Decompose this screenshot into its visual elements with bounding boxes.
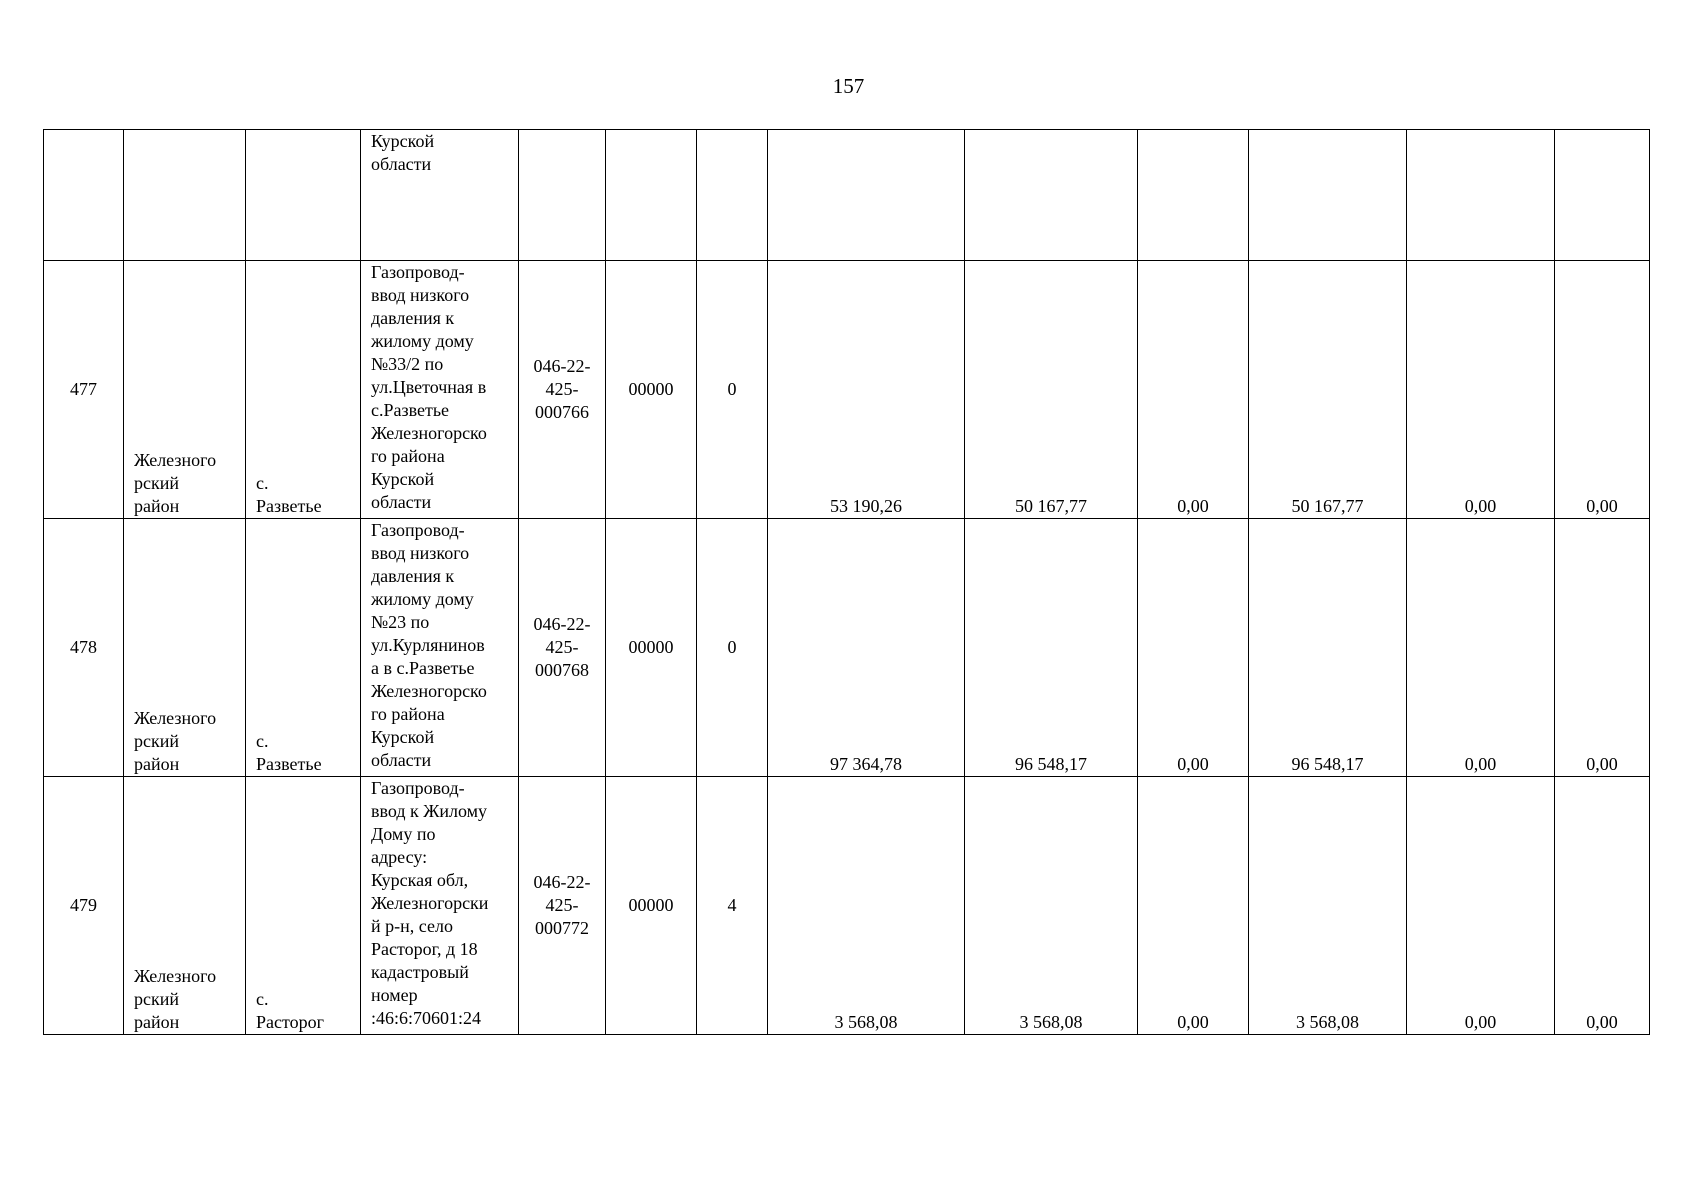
cell-value-1: 97 364,78 [768, 519, 965, 777]
table-row [44, 519, 1650, 777]
cell-value-3: 0,00 [1138, 777, 1249, 1035]
cell-num [44, 130, 124, 261]
cell-value-4: 96 548,17 [1249, 519, 1407, 777]
cell-code: 00000 [606, 261, 697, 519]
cell-qty: 0 [697, 519, 768, 777]
cell-value-6: 0,00 [1555, 519, 1650, 777]
cell-value-3: 0,00 [1138, 261, 1249, 519]
cell-value-4: 3 568,08 [1249, 777, 1407, 1035]
cell-value-5: 0,00 [1407, 519, 1555, 777]
cell-locality: с. Расторог [246, 777, 361, 1035]
cell-value-2: 50 167,77 [965, 261, 1138, 519]
cell-district: Железного рский район [124, 261, 246, 519]
cell-value-4: 50 167,77 [1249, 261, 1407, 519]
cell-object-name: Газопровод- ввод к Жилому Дому по адресу: Курская обл, Железногорски й р-н, село Расторог, д 18 кадастровый номер :46:6:70601:24 [361, 777, 519, 1035]
cell-district: Железного рский район [124, 777, 246, 1035]
cell-value-3: 0,00 [1138, 519, 1249, 777]
cell-num: 478 [44, 519, 124, 777]
cell-district [124, 130, 246, 261]
cell-value-5: 0,00 [1407, 777, 1555, 1035]
cell-value-5 [1407, 130, 1555, 261]
cell-value-6 [1555, 130, 1650, 261]
cell-num: 477 [44, 261, 124, 519]
cell-value-1 [768, 130, 965, 261]
cell-qty [697, 130, 768, 261]
table-row [44, 777, 1650, 1035]
cell-code [606, 130, 697, 261]
cell-locality: с. Разветье [246, 261, 361, 519]
cell-object-name: Газопровод- ввод низкого давления к жилому дому №23 по ул.Курлянинов а в с.Разветье Железногорско го района Курской области [361, 519, 519, 777]
page-number: 157 [832, 74, 865, 98]
cell-inventory-number: 046-22- 425- 000768 [519, 519, 606, 777]
cell-inventory-number [519, 130, 606, 261]
cell-value-3 [1138, 130, 1249, 261]
cell-qty: 0 [697, 261, 768, 519]
cell-locality [246, 130, 361, 261]
cell-value-2: 3 568,08 [965, 777, 1138, 1035]
cell-object-name: Курской области [361, 130, 519, 261]
cell-code: 00000 [606, 777, 697, 1035]
table-row-continuation [44, 130, 1650, 261]
cell-value-1: 53 190,26 [768, 261, 965, 519]
cell-qty: 4 [697, 777, 768, 1035]
cell-value-1: 3 568,08 [768, 777, 965, 1035]
cell-num: 479 [44, 777, 124, 1035]
cell-district: Железного рский район [124, 519, 246, 777]
cell-inventory-number: 046-22- 425- 000766 [519, 261, 606, 519]
cell-locality: с. Разветье [246, 519, 361, 777]
cell-value-6: 0,00 [1555, 261, 1650, 519]
cell-value-6: 0,00 [1555, 777, 1650, 1035]
cell-inventory-number: 046-22- 425- 000772 [519, 777, 606, 1035]
cell-value-2 [965, 130, 1138, 261]
property-registry-table [43, 129, 1650, 1035]
table-row [44, 261, 1650, 519]
cell-object-name: Газопровод- ввод низкого давления к жилому дому №33/2 по ул.Цветочная в с.Разветье Железногорско го района Курской области [361, 261, 519, 519]
cell-code: 00000 [606, 519, 697, 777]
cell-value-2: 96 548,17 [965, 519, 1138, 777]
cell-value-5: 0,00 [1407, 261, 1555, 519]
cell-value-4 [1249, 130, 1407, 261]
